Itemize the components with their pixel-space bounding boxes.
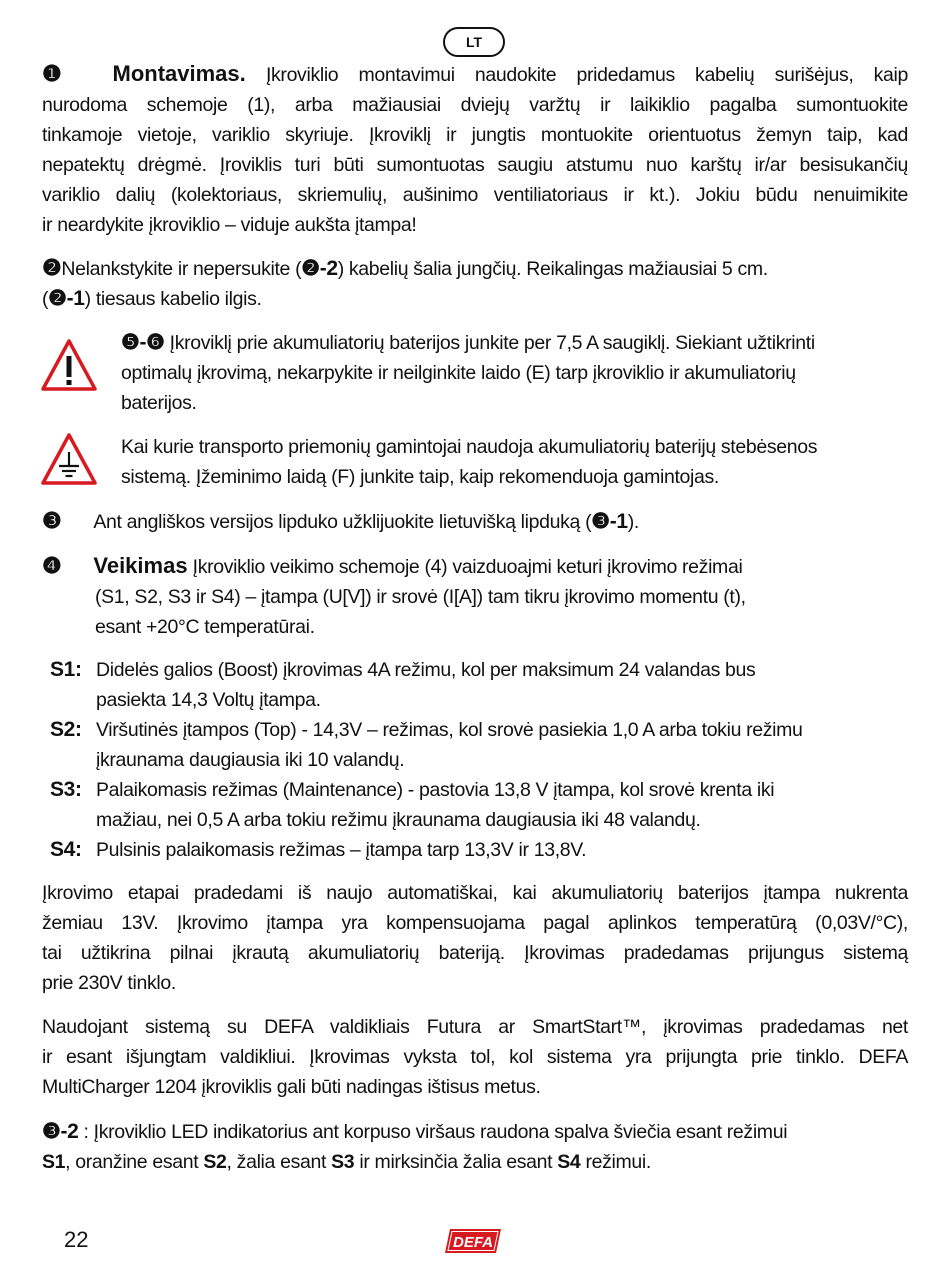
mode-label: S1:: [50, 658, 82, 681]
figure-ref: ❺-❻: [121, 331, 165, 354]
warning-exclamation-icon: [41, 338, 97, 392]
figure-ref: ❸-2: [42, 1120, 79, 1143]
section-cable-bending: ❷Nelankstykite ir nepersukite (❷-2) kabelių šalia jungčių. Reikalingas mažiausiai 5 cm. (❷-1) tiesaus kabelio ilgis.: [42, 255, 768, 310]
mode-label: S3:: [50, 778, 82, 801]
warning-ground-icon: [41, 432, 97, 486]
list-item: S4: Pulsinis palaikomasis režimas – įtampa tarp 13,3V ir 13,8V.: [50, 835, 910, 865]
warning-fuse-text: ❺-❻ Įkroviklį prie akumuliatorių baterijos junkite per 7,5 A saugiklį. Siekiant užtikrinti optimalų įkrovimą, nekarpykite ir neilginkite laido (E) tarp įkroviklio ir akumuliatorių baterijos.: [121, 331, 815, 414]
paragraph-restart: Įkrovimo etapai pradedami iš naujo automatiškai, kai akumuliatorių baterijos įtampa nukrenta žemiau 13V. Įkrovimo įtampa yra kompensuojama pagal aplinkos temperatūrą (0,03V/°C), tai užtikrina pilnai įkrautą akumuliatorių bateriją. Įkrovimas pradedamas prijungus sistemą prie 230V tinklo.: [42, 882, 908, 994]
warning-ground-text: Kai kurie transporto priemonių gamintojai naudoja akumuliatorių baterijų stebėsenos sistemą. Įžeminimo laidą (F) junkite taip, kaip rekomenduoja gamintojas.: [121, 436, 818, 488]
mode-label: S4:: [50, 838, 82, 861]
language-badge: LT: [443, 27, 505, 57]
figure-ref: ❷-1: [48, 287, 85, 310]
section-title: Montavimas.: [112, 61, 246, 86]
mode-label: S2:: [50, 718, 82, 741]
mode-ref: S1: [42, 1151, 66, 1173]
mode-ref: S2: [203, 1151, 227, 1173]
page-number: 22: [64, 1227, 89, 1252]
defa-logo: [444, 1227, 502, 1255]
mode-ref: S4: [557, 1151, 581, 1173]
section-number: ❷: [42, 255, 62, 280]
paragraph-defa-controllers: Naudojant sistemą su DEFA valdikliais Futura ar SmartStart™, įkrovimas pradedamas net ir esant išjungtam valdikliui. Įkrovimas vyksta tol, kol sistema yra prijungta prie tinklo. DEFA MultiCharger 1204 įkroviklis gali būti nadingas ištisus metus.: [42, 1016, 908, 1098]
section-number: ❸: [42, 508, 62, 533]
paragraph-led-indicator: ❸-2 : Įkroviklio LED indikatorius ant korpuso viršaus raudona spalva šviečia esant režimui S1, oranžine esant S2, žalia esant S3 ir mirksinčia žalia esant S4 režimui.: [42, 1120, 788, 1173]
list-item: S1: Didelės galios (Boost) įkrovimas 4A režimu, kol per maksimum 24 valandas bus pasiekta 14,3 Voltų įtampa.: [50, 655, 910, 715]
list-item: S3: Palaikomasis režimas (Maintenance) - pastovia 13,8 V įtampa, kol srovė krenta iki mažiau, nei 0,5 A arba tokiu režimu įkraunama daugiausia iki 48 valandų.: [50, 775, 910, 835]
section-number: ❹: [42, 553, 62, 578]
section-title: Veikimas: [93, 553, 188, 578]
mode-ref: S3: [331, 1151, 355, 1173]
charging-modes-list: [50, 655, 910, 865]
section-sticker: ❸ Ant angliškos versijos lipduko užklijuokite lietuvišką lipduką (❸-1).: [42, 508, 639, 533]
section-mounting: ❶ Montavimas. Įkroviklio montavimui naudokite pridedamus kabelių surišėjus, kaip nurodoma schemoje (1), arba mažiausiai dviejų varžtų ir laikiklio pagalba sumontuokite tinkamoje vietoje, variklio skyriuje. Įkroviklį ir jungtis montuokite orientuotus žemyn taip, kad nepatektų drėgmė. Įroviklis turi būti sumontuotas saugiu atstumu nuo karštų ir/ar besisukančių variklio dalių (kolektoriaus, skriemulių, aušinimo ventiliatoriaus ir kt.). Jokiu būdu nenuimikite ir neardykite įkroviklio – viduje aukšta įtampa!: [42, 61, 908, 236]
figure-ref: ❸-1: [591, 510, 628, 533]
logo-text: DEFA: [452, 1234, 494, 1251]
section-number: ❶: [42, 61, 77, 86]
list-item: S2: Viršutinės įtampos (Top) - 14,3V – režimas, kol srovė pasiekia 1,0 A arba tokiu režimu įkraunama daugiausia iki 10 valandų.: [50, 715, 910, 775]
figure-ref: ❷-2: [301, 257, 338, 280]
section-operation: ❹ Veikimas Įkroviklio veikimo schemoje (4) vaizduoajmi keturi įkrovimo režimai (S1, S2, S3 ir S4) – įtampa (U[V]) ir srovė (I[A]) tam tikru įkrovimo momentu (t), esant +20°C temperatūrai.: [42, 553, 746, 638]
